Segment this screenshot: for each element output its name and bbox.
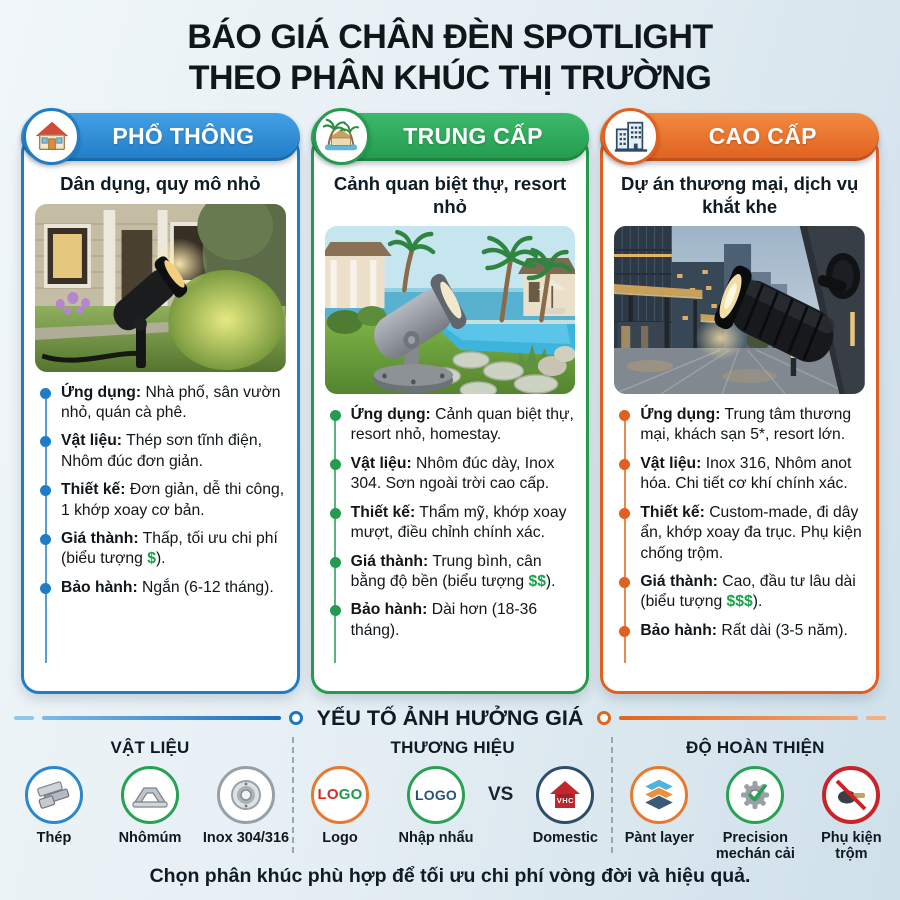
factor-item-label: Nhập nhẩu [398,829,474,846]
segment-subtitle: Cảnh quan biệt thự, resort nhỏ [333,172,567,217]
factor-item-anti-theft [807,766,895,862]
logo-text-red: LO [317,786,339,804]
bullet-label: Thiết kế: [640,503,705,521]
bullet-label: Thiết kế: [350,503,416,521]
divider-line-right [619,716,858,720]
anti-theft-icon [822,766,880,824]
segment-card [600,135,879,694]
factor-group-thuong-hieu [292,737,611,853]
factor-item-label: Precision mechán cải [715,829,795,863]
bullet-text: ). [155,550,166,568]
segment-card [21,135,300,694]
bullet-text: Dài hơn (18-36 tháng). [350,601,538,639]
bullet-money: $$ [528,572,546,590]
resort-icon [313,108,370,165]
bullet-label: Vật liệu: [640,454,702,472]
factor-item-nhap-khau [392,766,480,846]
feature-bullet [40,480,287,521]
feature-bullet [619,503,866,564]
bullet-text: Đơn giản, dễ thi công, 1 khớp xoay cơ bản. [61,481,285,519]
segment-cao-cap [600,113,879,694]
feature-bullet [330,600,577,641]
factor-item-domestic [521,766,609,846]
title-line-2: THEO PHÂN KHÚC THỊ TRƯỜNG [188,59,712,98]
price-factors [0,733,900,863]
feature-bullet [330,552,577,593]
factor-item-paint-layer [615,766,703,846]
logo-badge-icon [311,766,369,824]
segment-trung-cap [311,113,590,694]
factor-item-thep [10,766,98,846]
resort-garden-spotlight-photo [325,226,576,394]
poster-title [0,0,900,100]
factor-group-title: VẬT LIỆU [110,737,190,757]
bullet-text: Ngắn (6-12 tháng). [137,578,274,596]
bullet-text: Trung tâm thương mại, khách sạn 5*, resort lớn. [640,406,852,444]
divider-ring-right [597,711,611,725]
factor-item-label: Phụ kiện trộm [821,829,882,863]
feature-bullet [40,529,287,570]
bullet-text: Rất dài (3-5 năm). [717,621,848,639]
factor-group-title: ĐỘ HOÀN THIỆN [686,737,825,757]
residential-garden-spotlight-photo [35,204,286,372]
bullet-text: Nhôm đúc dày, Inox 304. Sơn ngoài trời cao cấp. [350,454,555,493]
segment-badge-label: CAO CẤP [708,123,817,150]
aluminum-profile-icon [121,766,179,824]
factor-item-label: Nhômúm [118,829,182,846]
factor-group-do-hoan-thien [611,737,897,863]
title-line-1: BÁO GIÁ CHÂN ĐÈN SPOTLIGHT [187,18,713,56]
bullet-text: Cảnh quan biệt thự, resort nhỏ, homestay. [350,406,574,444]
bullet-money: $ [147,550,156,568]
divider-dash-right [866,716,886,720]
divider-dash-left [14,716,34,720]
bullet-label: Vật liệu: [61,432,123,450]
feature-bullet [40,578,287,598]
bullet-text: Custom-made, đi dây ẩn, khớp xoay đa trục. Phụ kiện chống trộm. [640,503,862,562]
factor-item-inox [202,766,290,846]
bullet-text: Trung bình, cân bằng độ bền (biểu tượng [350,552,542,590]
stainless-ring-icon [217,766,275,824]
feature-list [24,381,297,683]
bullet-label: Bảo hành: [61,578,138,596]
vs-label: VS [488,783,514,805]
bullet-text: Thẩm mỹ, khớp xoay mượt, điều chỉnh chính xác. [350,503,567,542]
segment-badge-pho-thong [21,113,300,161]
feature-bullet [330,405,577,446]
paint-layers-icon [630,766,688,824]
factor-item-logo [296,766,384,846]
factor-item-label: Domestic [532,829,598,846]
divider-ring-left [289,711,303,725]
factor-item-label: Logo [322,829,358,846]
vhc-label: VHC [556,795,575,805]
bullet-text: Thép sơn tĩnh điện, Nhôm đúc đơn giản. [61,432,262,470]
factor-item-nhom [106,766,194,846]
logo-text-green: GO [338,786,363,804]
factors-title: YẾU TỐ ẢNH HƯỞNG GIÁ [316,705,584,730]
factor-item-label: Inox 304/316 [202,829,290,846]
segment-pho-thong [21,113,300,694]
precision-gear-icon [726,766,784,824]
feature-list [314,403,587,683]
bullet-label: Ứng dụng: [640,406,721,424]
bullet-label: Giá thành: [640,572,718,590]
segment-subtitle: Dự án thương mại, dịch vụ khắt khe [621,172,859,217]
feature-bullet [619,405,866,446]
feature-bullet [619,572,866,613]
bullet-label: Vật liệu: [350,454,412,472]
feature-bullet [330,503,577,544]
bullet-label: Ứng dụng: [61,383,142,401]
bullet-text: Inox 316, Nhôm anot hóa. Chi tiết cơ khí chính xác. [640,454,852,493]
factor-item-label: Thép [36,829,72,846]
bullet-money: $$$ [726,593,753,611]
segment-columns [0,100,900,694]
domestic-house-icon [536,766,594,824]
factors-divider [0,694,900,733]
feature-bullet [40,383,287,424]
feature-list [603,403,876,683]
steel-bars-icon [25,766,83,824]
feature-bullet [40,431,287,472]
segment-badge-label: PHỔ THÔNG [112,123,255,150]
segment-badge-label: TRUNG CẤP [403,123,543,150]
feature-bullet [330,454,577,495]
factor-group-title: THƯƠNG HIỆU [390,737,515,757]
feature-bullet [619,621,866,641]
segment-card [311,135,590,694]
factor-group-vat-lieu [8,737,292,853]
bullet-text: Nhà phố, sân vườn nhỏ, quán cà phê. [61,383,281,421]
logo-text-navy: LOGO [414,786,458,803]
segment-badge-trung-cap [311,113,590,161]
bullet-text: Thấp, tối ưu chi phí (biểu tượng [61,529,278,568]
bullet-text: Cao, đầu tư lâu dài (biểu tượng [640,572,856,611]
feature-bullet [619,454,866,495]
footer-note: Chọn phân khúc phù hợp để tối ưu chi phí vòng đời và hiệu quả. [149,864,751,887]
factor-item-label: Pànt layer [624,829,695,846]
bullet-label: Bảo hành: [350,601,428,619]
commercial-wall-spotlight-photo [614,226,865,394]
bullet-text: ). [752,593,763,611]
bullet-label: Giá thành: [61,529,139,547]
bullet-text: ). [545,572,556,590]
segment-subtitle: Dân dụng, quy mô nhỏ [60,172,261,194]
segment-badge-cao-cap [600,113,879,161]
building-icon [602,108,659,165]
bullet-label: Ứng dụng: [350,406,431,424]
bullet-label: Bảo hành: [640,621,718,639]
bullet-label: Thiết kế: [61,481,126,499]
bullet-label: Giá thành: [350,552,429,570]
house-icon [23,108,80,165]
logo-badge-icon [407,766,465,824]
divider-line-left [42,716,281,720]
factor-item-precision [711,766,799,862]
